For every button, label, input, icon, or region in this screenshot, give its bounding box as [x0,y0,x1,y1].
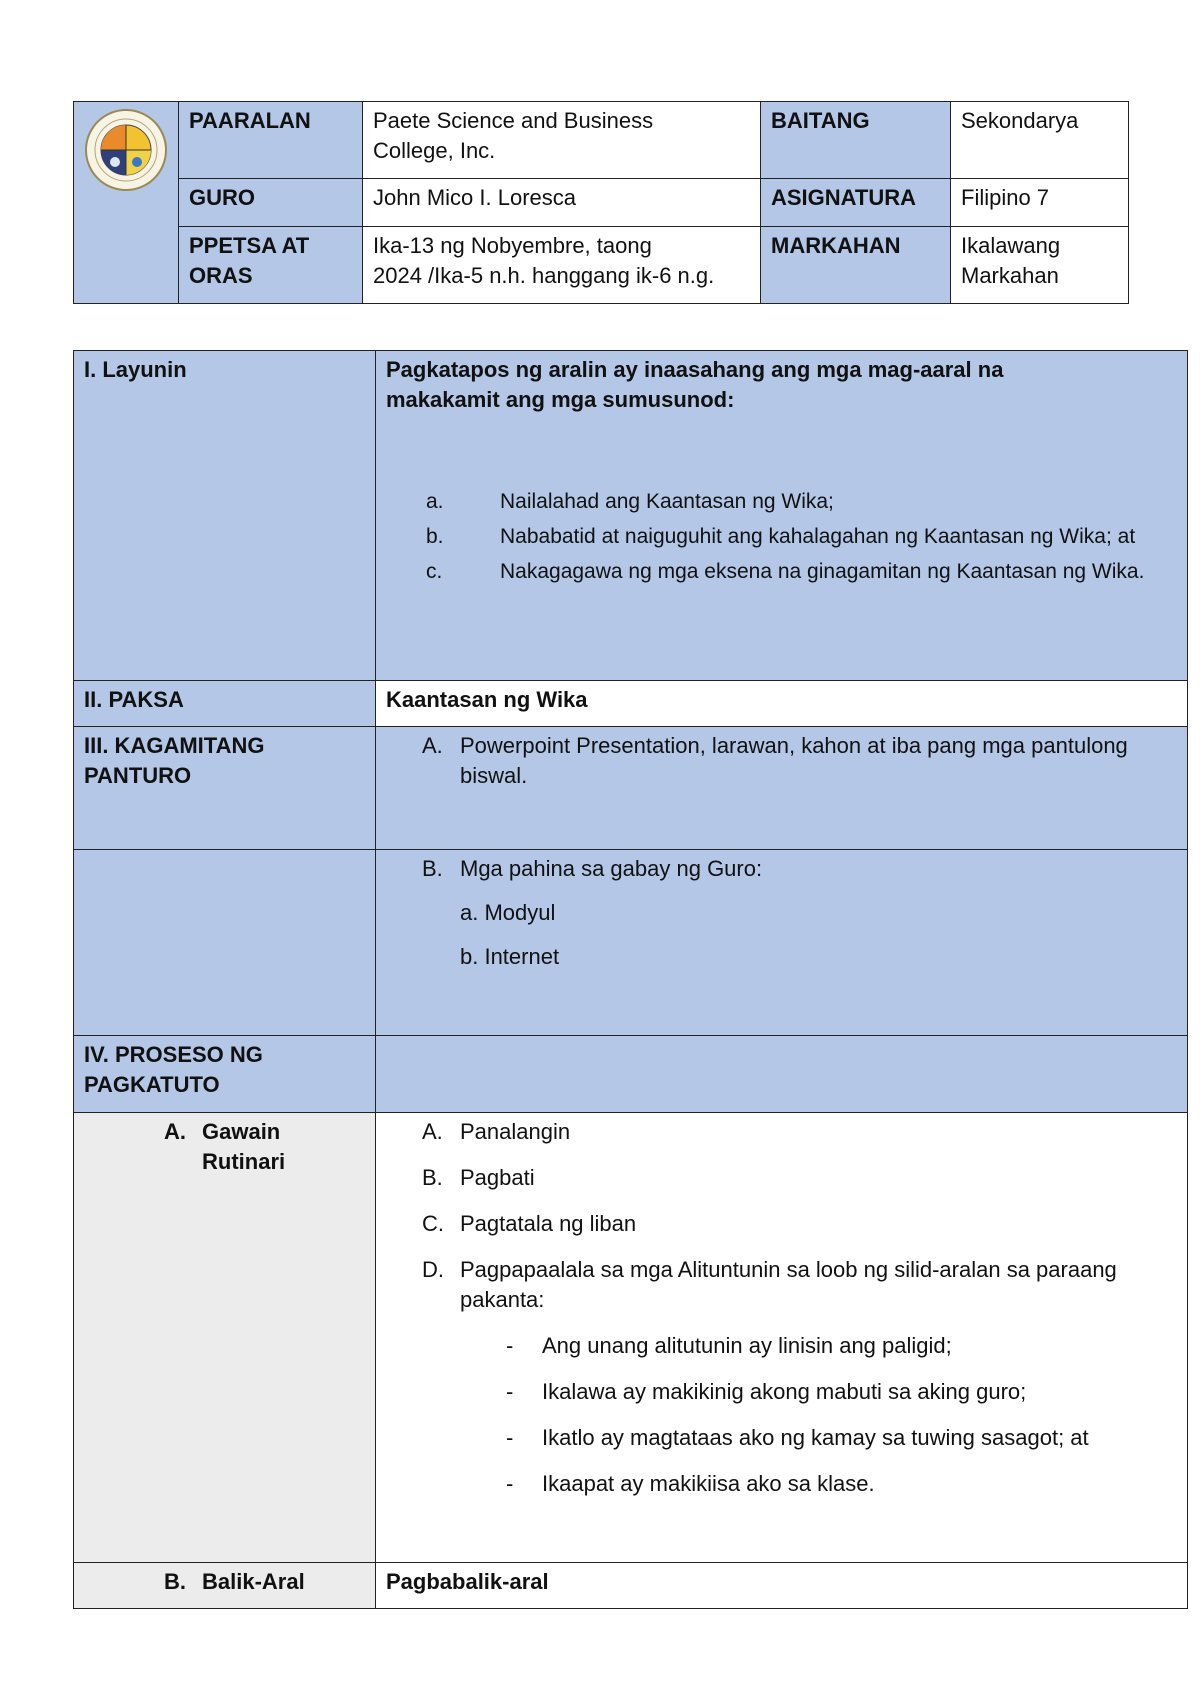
header-table [73,101,1129,304]
markahan-label: MARKAHAN [761,227,951,304]
kagamitan-sub-internet: b. Internet [460,944,560,969]
kagamitan-a-item [422,731,1177,791]
proseso-empty [376,1036,1188,1113]
gawain-item-letter: B. [422,1165,443,1190]
kagamitan-label-line2: PANTURO [84,763,192,788]
kagamitan-b-item [422,854,1177,884]
layunin-row [74,351,1188,681]
school-logo-icon [84,108,168,192]
rules-list [386,1331,1177,1499]
layunin-intro-line1: Pagkatapos ng aralin ay inaasahang ang mga mag-aaral na [386,357,1004,382]
kagamitan-label-line1: III. KAGAMITANG [84,733,265,758]
paksa-value: Kaantasan ng Wika [376,681,1188,727]
petsa-label [179,227,363,304]
layunin-label: I. Layunin [74,351,376,681]
objective-letter: c. [426,560,443,583]
asignatura-value: Filipino 7 [951,179,1129,227]
balik-aral-label-text: Balik-Aral [202,1569,305,1594]
balik-aral-row [74,1563,1188,1609]
proseso-row [74,1036,1188,1113]
paksa-row [74,681,1188,727]
rule-item: - Ikatlo ay magtataas ako ng kamay sa tuwing sasagot; at [506,1423,1177,1453]
lesson-plan-table [73,350,1188,1609]
paaralan-value-line1: Paete Science and Business [373,108,654,133]
objective-list [386,485,1177,588]
kagamitan-label [74,727,376,850]
guro-value: John Mico I. Loresca [363,179,761,227]
kagamitan-a-letter: A. [422,733,443,758]
petsa-value [363,227,761,304]
layunin-intro-line2: makakamit ang mga sumusunod: [386,387,735,412]
rule-text: Ikaapat ay makikiisa ako sa klase. [542,1471,875,1496]
gawain-item-letter: C. [422,1211,444,1236]
gawain-item [422,1117,1177,1147]
objective-item [426,485,1177,518]
markahan-value-line1: Ikalawang [961,233,1061,258]
gawain-item-letter: A. [422,1119,443,1144]
gawain-label-line1: Gawain [202,1119,281,1144]
gawain-item [422,1255,1177,1315]
proseso-label-line2: PAGKATUTO [84,1072,220,1097]
gawain-item-letter: D. [422,1257,444,1282]
objective-item [426,520,1177,553]
markahan-value-line2: Markahan [961,263,1059,288]
kagamitan-row-a [74,727,1188,850]
paaralan-value [363,102,761,179]
gawain-label-line2: Rutinari [202,1149,286,1174]
balik-aral-value: Pagbabalik-aral [376,1563,1188,1609]
rule-text: Ang unang alitutunin ay linisin ang paligid; [542,1333,952,1358]
kagamitan-b-content [376,850,1188,1036]
paksa-label: II. PAKSA [74,681,376,727]
baitang-label: BAITANG [761,102,951,179]
gawain-item-text: Pagtatala ng liban [460,1211,637,1236]
kagamitan-b-text: Mga pahina sa gabay ng Guro: [460,856,763,881]
kagamitan-b-empty [74,850,376,1036]
rule-item: - Ikalawa ay makikinig akong mabuti sa aking guro; [506,1377,1177,1407]
rule-item: - Ikaapat ay makikiisa ako sa klase. [506,1469,1177,1499]
markahan-value [951,227,1129,304]
layunin-content [376,351,1188,681]
objective-text: Nababatid at naiguguhit ang kahalagahan ng Kaantasan ng Wika; at [500,525,1136,548]
school-logo-cell [74,102,179,304]
asignatura-label: ASIGNATURA [761,179,951,227]
kagamitan-b-letter: B. [422,856,443,881]
gawain-item [422,1209,1177,1239]
gawain-item-text: Pagbati [460,1165,535,1190]
petsa-label-line1: PPETSA AT [189,233,310,258]
petsa-value-line1: Ika-13 ng Nobyembre, taong [373,233,652,258]
balik-aral-letter: B. [164,1569,186,1594]
gawain-label [74,1113,376,1563]
kagamitan-b-list [386,854,1177,884]
proseso-label [74,1036,376,1113]
objective-text: Nakagagawa ng mga eksena na ginagamitan ng Kaantasan ng Wika. [500,560,1145,583]
gawain-content [376,1113,1188,1563]
proseso-label-line1: IV. PROSESO NG [84,1042,263,1067]
kagamitan-sub-modyul: a. Modyul [460,900,556,925]
objective-letter: b. [426,525,444,548]
petsa-value-line2: 2024 /Ika-5 n.h. hanggang ik-6 n.g. [373,263,715,288]
objective-text: Nailalahad ang Kaantasan ng Wika; [500,490,834,513]
balik-aral-label [74,1563,376,1609]
objective-letter: a. [426,490,444,513]
paaralan-value-line2: College, Inc. [373,138,496,163]
rule-item: - Ang unang alitutunin ay linisin ang paligid; [506,1331,1177,1361]
rule-text: Ikalawa ay makikinig akong mabuti sa aking guro; [542,1379,1027,1404]
rule-text: Ikatlo ay magtataas ako ng kamay sa tuwing sasagot; at [542,1425,1089,1450]
petsa-label-line2: ORAS [189,263,253,288]
kagamitan-a-list [386,731,1177,791]
gawain-letter: A. [164,1119,186,1144]
baitang-value: Sekondarya [951,102,1129,179]
gawain-item-text: Pagpapaalala sa mga Alituntunin sa loob ng silid-aralan sa paraang pakanta: [460,1257,1117,1312]
gawain-item-text: Panalangin [460,1119,571,1144]
gawain-list [386,1117,1177,1315]
kagamitan-row-b [74,850,1188,1036]
kagamitan-a-content [376,727,1188,850]
gawain-item [422,1163,1177,1193]
gawain-row [74,1113,1188,1563]
paaralan-label: PAARALAN [179,102,363,179]
kagamitan-a-text: Powerpoint Presentation, larawan, kahon at iba pang mga pantulong biswal. [460,733,1128,788]
objective-item [426,555,1177,588]
guro-label: GURO [179,179,363,227]
